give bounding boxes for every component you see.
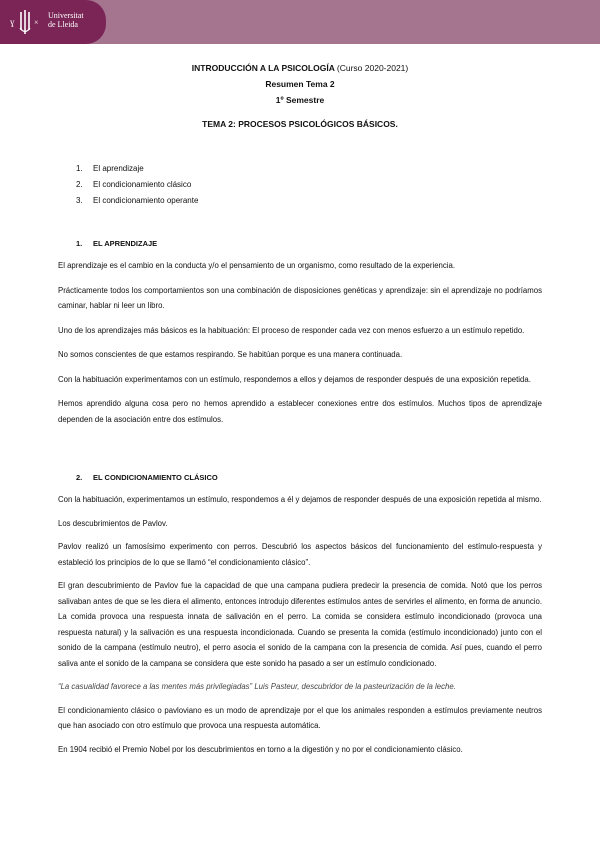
paragraph: Con la habituación, experimentamos un estímulo, respondemos a él y dejamos de responder después de una exposición repetida al mismo. [58,495,542,504]
paragraph: Pavlov realizó un famosísimo experimento con perros. Descubrió los aspectos básicos del funcionamiento del estímulo-respuesta y estableció los principios de lo que se llamó “el condicionamiento clásico”. [58,542,542,567]
section-body-aprendizaje [58,258,542,427]
section-heading-aprendizaje: 1. EL APRENDIZAJE [76,239,158,248]
paragraph: No somos conscientes de que estamos respirando. Se habitúan porque es una manera continuada. [58,350,403,359]
university-logo [0,0,106,44]
university-name: Universitat de Lleida [48,11,84,29]
table-of-contents [76,161,198,209]
svg-text:ɣ: ɣ [10,17,15,27]
paragraph: En 1904 recibió el Premio Nobel por los descubrimientos en torno a la digestión y no por el condicionamiento clásico. [58,744,463,754]
university-crest-icon [10,8,44,36]
paragraph: Hemos aprendido alguna cosa pero no hemos aprendido a establecer conexiones entre dos estímulos. Muchos tipos de aprendizaje dependen de la asociación entre dos estímulos. [58,399,542,424]
paragraph: El aprendizaje es el cambio en la conducta y/o el pensamiento de un organismo, como resultado de la experiencia. [58,261,456,270]
paragraph: El gran descubrimiento de Pavlov fue la capacidad de que una campana pudiera predecir la presencia de comida. Notó que los perros salivaban antes de que se les diera el alimento, entonces introdujo diferentes estímulos antes de servirles el alimento, en forma de anuncio. La comida provoca una respuesta innata de salivación en el perro. La comida se considera estímulo incondicionado (provoca una respuesta natural) y la salivación es una respuesta incondicionada. Cuando se presenta la comida (estímulo incondicionado) junto con el sonido de la campana (estímulo neutro), el perro asocia el sonido de la campana con la presencia de comida. Así pues, cuando el perro saliva ante el sonido de la campana se considera que este sonido ha pasado a ser un estímulo condicionado. [58,581,542,668]
paragraph: Prácticamente todos los comportamientos son una combinación de disposiciones genéticas y aprendizaje: sin el aprendizaje no podríamos caminar, hablar ni leer un libro. [58,285,542,310]
paragraph: Con la habituación experimentamos con un estímulo, respondemos a ellos y dejamos de responder después de una exposición repetida. [58,374,531,384]
svg-text:×: × [34,18,39,27]
toc-item: 3. El condicionamiento operante [76,196,199,205]
toc-item: 2. El condicionamiento clásico [76,180,192,189]
topic-title: TEMA 2: PROCESOS PSICOLÓGICOS BÁSICOS. [202,119,398,129]
document-title [0,60,600,132]
section-heading-condicionamiento: 2. EL CONDICIONAMIENTO CLÁSICO [76,473,218,482]
summary-title: Resumen Tema 2 [265,79,335,89]
toc-item: 1. El aprendizaje [76,164,144,173]
course-title: INTRODUCCIÓN A LA PSICOLOGÍA (Curso 2020-2021) [191,63,409,73]
paragraph: El condicionamiento clásico o pavloviano es un modo de aprendizaje por el que los animales responden a estímulos previamente neutros que han asociado con otro estímulo que provoca una respuesta automática. [58,705,542,730]
paragraph: Los descubrimientos de Pavlov. [58,518,168,528]
quote: “La casualidad favorece a las mentes más privilegiadas” Luis Pasteur, descubridor de la pasteurización de la leche. [58,682,456,691]
semester: 1º Semestre [275,95,325,105]
paragraph: Uno de los aprendizajes más básicos es la habituación: El proceso de responder cada vez con menos esfuerzo a un estímulo repetido. [58,325,525,335]
section-body-condicionamiento [58,492,542,757]
